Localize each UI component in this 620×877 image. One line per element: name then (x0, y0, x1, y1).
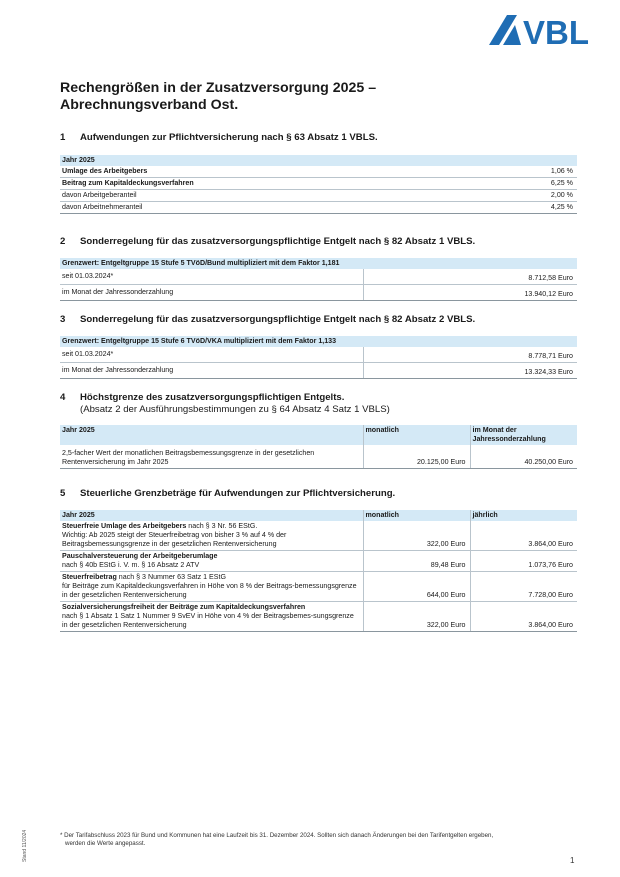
table-header: Jahr 2025 (60, 155, 577, 166)
section-3-heading: 3 Sonderregelung für das zusatzversorgungspflichtige Entgelt nach § 82 Absatz 2 VBLS. (60, 314, 476, 325)
table-row: seit 01.03.2024* 8.712,58 Euro (60, 269, 577, 285)
table-header: Grenzwert: Entgeltgruppe 15 Stufe 5 TVöD/Bund multipliziert mit dem Faktor 1,181 (60, 258, 577, 269)
footnote: * Der Tarifabschluss 2023 für Bund und Kommunen hat eine Laufzeit bis 31. Dezember 2024. Sollten sich danach Änderungen bei den Tarifentgelten ergeben, werden die Werte angepasst. (60, 832, 494, 847)
table-row: Steuerfreibetrag nach § 3 Nummer 63 Satz 1 EStG für Beiträge zum Kapitaldeckungsverfahren in Höhe von 8 % der Beitrags-bemessungsgrenze in der gesetzlichen Rentenversicherung 644,00 Euro 7.728,00 Euro (60, 572, 577, 602)
table-row: im Monat der Jahressonderzahlung 13.940,12 Euro (60, 285, 577, 301)
section-2-heading: 2 Sonderregelung für das zusatzversorgungspflichtige Entgelt nach § 82 Absatz 1 VBLS. (60, 236, 476, 247)
section-4-subheading: (Absatz 2 der Ausführungsbestimmungen zu § 64 Absatz 4 Satz 1 VBLS) (80, 404, 390, 415)
table-row: Beitrag zum Kapitaldeckungsverfahren 6,25 % (60, 178, 577, 190)
page-number: 1 (570, 856, 575, 865)
table-max-limit: Jahr 2025 monatlich im Monat der Jahressonderzahlung 2,5-facher Wert der monatlichen Beitragsbemessungsgrenze in der gesetzlichen Rentenversicherung im Jahr 2025 20.125,00 Euro 40.250,00 Euro (60, 425, 577, 469)
section-5-heading: 5 Steuerliche Grenzbeträge für Aufwendungen zur Pflichtversicherung. (60, 488, 396, 499)
table-limit-vka (60, 336, 577, 379)
section-1-heading: 1 Aufwendungen zur Pflichtversicherung nach § 63 Absatz 1 VBLS. (60, 132, 378, 143)
table-row: Pauschalversteuerung der Arbeitgeberumlage nach § 40b EStG i. V. m. § 16 Absatz 2 ATV 89,48 Euro 1.073,76 Euro (60, 551, 577, 572)
section-4-heading: 4 Höchstgrenze des zusatzversorgungspflichtigen Entgelts. (Absatz 2 der Ausführungsbestimmungen zu § 64 Absatz 4 Satz 1 VBLS) (60, 392, 390, 415)
table-row: Sozialversicherungsfreiheit der Beiträge zum Kapitaldeckungsverfahren nach § 1 Absatz 1 Satz 1 Nummer 9 SvEV in Höhe von 4 % der Beitragsbemes-sungsgrenze in der gesetzlichen Rentenversicherung 322,00 Euro 3.864,00 Euro (60, 602, 577, 632)
vbl-logo (489, 14, 607, 46)
title-line-1: Rechengrößen in der Zusatzversorgung 2025 – (60, 80, 377, 96)
table-tax-limits: Jahr 2025 monatlich jährlich Steuerfreie Umlage des Arbeitgebers nach § 3 Nr. 56 EStG. Wichtig: Ab 2025 steigt der Steuerfreibetrag von bisher 3 % auf 4 % der Beitragsbemessungsgrenze in der gesetzlichen Rentenversicherung 322,00 Euro 3.864,00 Euro Pauschalversteuerung der Arbeitgeberumlage nach § 40b EStG i. V. m. § 16 Absatz 2 ATV 89,48 Euro 1.073,76 Euro Steuerfreibetrag nach § 3 Nummer 63 Satz 1 EStG für Beiträge zum Kapitaldeckungsverfahren in Höhe von 8 % der Beitrags-bemessungsgrenze in der gesetzlichen Rentenversicherung 644,00 Euro 7.728,00 Euro Sozialversicherungsfreiheit der Beiträge zum Kapitaldeckungsverfahren nach § 1 Absatz 1 Satz 1 Nummer 9 SvEV in Höhe von 4 % der Beitragsbemes-sungsgrenze in der gesetzlichen Rentenversicherung 322,00 Euro 3.864,00 Euro (60, 510, 577, 632)
table-row: 2,5-facher Wert der monatlichen Beitragsbemessungsgrenze in der gesetzlichen Rentenversicherung im Jahr 2025 20.125,00 Euro 40.250,00 Euro (60, 445, 577, 469)
logo-text: VBL (523, 14, 589, 46)
table-row: Steuerfreie Umlage des Arbeitgebers nach § 3 Nr. 56 EStG. Wichtig: Ab 2025 steigt der Steuerfreibetrag von bisher 3 % auf 4 % der Beitragsbemessungsgrenze in der gesetzlichen Rentenversicherung 322,00 Euro 3.864,00 Euro (60, 521, 577, 551)
table-row: davon Arbeitnehmeranteil 4,25 % (60, 202, 577, 214)
table-row: davon Arbeitgeberanteil 2,00 % (60, 190, 577, 202)
table-row: Umlage des Arbeitgebers 1,06 % (60, 166, 577, 178)
table-limit-bund (60, 258, 577, 301)
table-row: seit 01.03.2024* 8.778,71 Euro (60, 347, 577, 363)
stand-date: Stand 11/2024 (22, 829, 28, 862)
table-row: im Monat der Jahressonderzahlung 13.324,33 Euro (60, 363, 577, 379)
table-header: Grenzwert: Entgeltgruppe 15 Stufe 6 TVöD/VKA multipliziert mit dem Faktor 1,133 (60, 336, 577, 347)
page-title (60, 80, 560, 114)
title-line-2: Abrechnungsverband Ost. (60, 97, 239, 113)
table-contributions (60, 155, 577, 214)
